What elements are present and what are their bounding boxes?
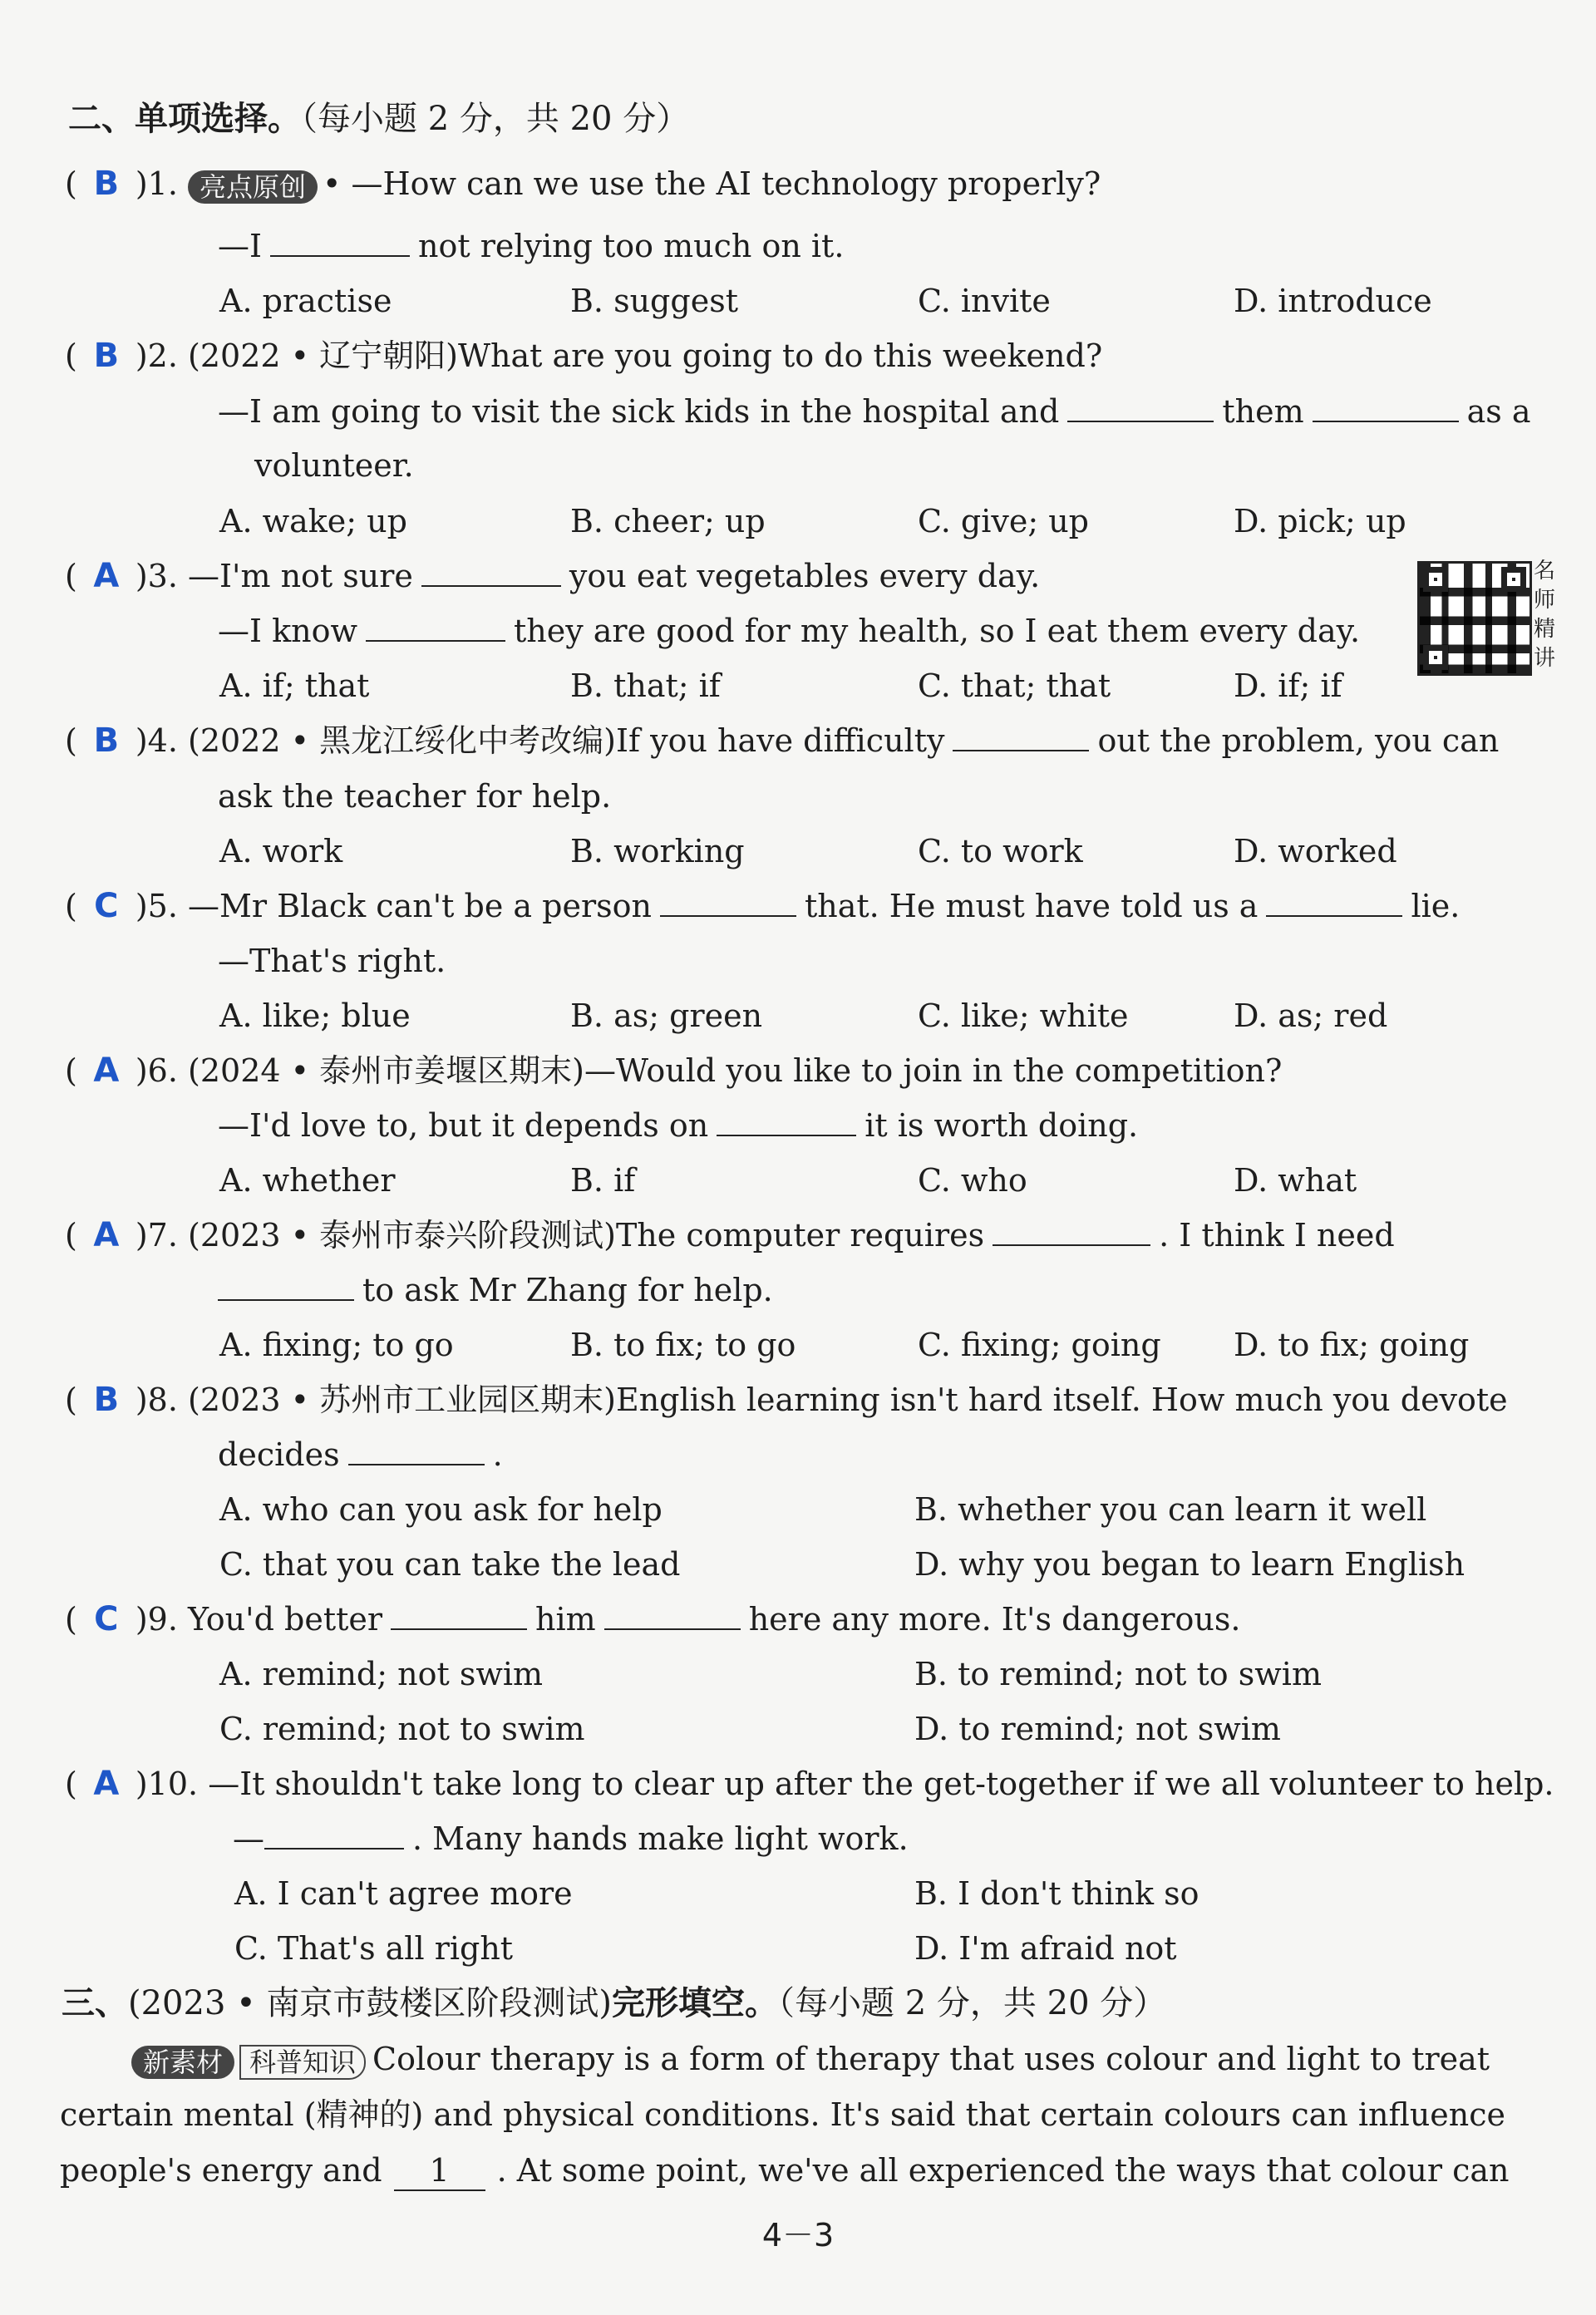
option-c: C. who [918,1162,1027,1199]
section-2-heading [68,98,689,140]
answer-blank [1313,392,1459,422]
answer-10: A [93,1765,120,1803]
option-a: A. like; blue [219,997,411,1034]
qr-label: 名师精讲 [1533,559,1555,671]
question-3: ( A )3. —I'm not sure you eat vegetables every day. [65,557,1041,595]
question-number: 3. [147,558,178,594]
answer-1: B [93,165,120,203]
question-text: —I am going to visit the sick kids in the hospital and [218,393,1060,430]
option-c: C. that you can take the lead [219,1546,681,1583]
question-text: it is worth doing. [864,1107,1139,1144]
option-c: C. remind; not to swim [219,1711,585,1747]
question-5: ( C )5. —Mr Black can't be a person that. He must have told us a lie. [65,887,1461,925]
option-b: B. suggest [570,283,738,319]
question-source: (2022 • 黑龙江绥化中考改编) [188,722,616,759]
option-a: A. who can you ask for help [219,1491,663,1528]
question-source: (2024 • 泰州市姜堰区期末) [188,1052,584,1089]
question-text: What are you going to do this weekend? [457,337,1103,374]
page-number: 4－3 [761,2217,835,2253]
answer-blank [660,887,796,917]
option-c: C. invite [918,283,1051,319]
option-d: D. to fix; going [1234,1327,1470,1363]
option-a: A. I can't agree more [234,1875,573,1912]
answer-blank [953,722,1089,751]
answer-5: C [94,887,119,925]
question-text: to ask Mr Zhang for help. [362,1272,773,1308]
question-2: ( B )2. (2022 • 辽宁朝阳)What are you going to do this weekend? [65,337,1103,375]
question-number: 9. [147,1601,178,1638]
option-a: A. wake; up [219,503,407,539]
question-text: —How can we use the AI technology properly? [351,165,1101,202]
question-text: — [233,1820,264,1857]
question-text: here any more. It's dangerous. [748,1601,1241,1638]
answer-blank [1266,887,1402,917]
option-a: A. work [219,833,343,869]
option-d: D. worked [1234,833,1397,869]
option-a: A. fixing; to go [219,1327,454,1363]
question-5-line2: —That's right. [218,943,446,979]
question-source: (2022 • 辽宁朝阳) [188,337,458,374]
question-8: ( B )8. (2023 • 苏州市工业园区期末)English learning isn't hard itself. How much you devote [65,1381,1508,1419]
passage-line-3 [60,2151,1510,2191]
option-b: B. that; if [570,667,721,704]
question-source: (2023 • 苏州市工业园区期末) [188,1382,616,1418]
question-10: ( A )10. —It shouldn't take long to clear up after the get-together if we all volunteer to help. [65,1765,1554,1803]
question-text: If you have difficulty [615,722,945,759]
question-10-line2 [233,1820,909,1858]
question-text: not relying too much on it. [418,228,845,264]
option-c: C. to work [918,833,1083,869]
question-text: —I'm not sure [188,558,413,594]
question-7: ( A )7. (2023 • 泰州市泰兴阶段测试)The computer requires . I think I need [65,1216,1395,1254]
question-8-line2 [218,1436,503,1474]
question-number: 5. [147,888,178,924]
question-text: . Many hands make light work. [412,1820,909,1857]
question-9: ( C )9. You'd better him here any more. It's dangerous. [65,1600,1241,1638]
passage-line-1 [131,2040,1490,2080]
option-d: D. to remind; not swim [914,1711,1281,1747]
question-6-line2 [218,1106,1138,1145]
answer-blank [218,1271,354,1301]
qr-code-icon[interactable] [1417,561,1532,676]
option-d: D. introduce [1234,283,1432,319]
question-text: them [1222,393,1304,430]
question-text: they are good for my health, so I eat them every day. [514,613,1361,649]
section-2-score: （每小题 2 分，共 20 分） [301,100,690,138]
answer-blank [1067,392,1214,422]
question-text: English learning isn't hard itself. How much you devote [615,1382,1508,1418]
question-text: —I'd love to, but it depends on [218,1107,709,1144]
question-text: . [492,1436,503,1473]
option-a: A. whether [219,1162,396,1199]
passage-text: . At some point, we've all experienced the ways that colour can [496,2152,1510,2189]
option-b: B. to remind; not to swim [914,1656,1322,1692]
question-text: decides [218,1436,340,1473]
qr-finder [1423,645,1448,670]
question-number: 8. [147,1382,178,1418]
answer-blank [391,1600,527,1630]
question-1-line2 [218,227,844,265]
option-c: C. fixing; going [918,1327,1161,1363]
option-c: C. give; up [918,503,1089,539]
answer-9: C [94,1600,119,1638]
question-3-line2 [218,612,1360,650]
passage-line-2: certain mental (精神的) and physical conditions. It's said that certain colours can influence [60,2096,1506,2133]
question-number: 6. [147,1052,178,1089]
option-b: B. to fix; to go [570,1327,796,1363]
question-number: 4. [147,722,178,759]
answer-blank [270,227,410,257]
option-b: B. working [570,833,745,869]
question-6: ( A )6. (2024 • 泰州市姜堰区期末)—Would you like to join in the competition? [65,1052,1283,1090]
question-text: —Would you like to join in the competition? [584,1052,1283,1089]
answer-blank [421,557,561,587]
answer-6: A [93,1052,120,1090]
option-c: C. like; white [918,997,1129,1034]
answer-blank [264,1820,404,1850]
answer-blank [604,1600,741,1630]
science-tag: 科普知识 [239,2045,366,2080]
option-d: D. why you began to learn English [914,1546,1465,1583]
option-b: B. I don't think so [914,1875,1199,1912]
qr-finder [1423,567,1448,592]
option-a: A. remind; not swim [219,1656,544,1692]
option-d: D. pick; up [1234,503,1406,539]
section-3-title: 完形填空。 [612,1983,779,2022]
question-1: ( B )1. 亮点原创 • —How can we use the AI technology properly? [65,165,1101,203]
question-text: as a [1466,393,1531,430]
question-number: 7. [147,1217,178,1254]
option-d: D. I'm afraid not [914,1930,1177,1967]
question-4-line2: ask the teacher for help. [218,778,612,815]
question-4: ( B )4. (2022 • 黑龙江绥化中考改编)If you have difficulty out the problem, you can [65,722,1500,760]
question-text: that. He must have told us a [804,888,1259,924]
question-text: lie. [1411,888,1461,924]
answer-7: A [93,1216,120,1254]
qr-finder [1501,567,1526,592]
question-text: you eat vegetables every day. [569,558,1041,594]
answer-2: B [93,337,120,375]
option-c: C. That's all right [234,1930,514,1967]
option-a: A. if; that [219,667,370,704]
option-c: C. that; that [918,667,1111,704]
answer-4: B [93,722,120,760]
question-text: —I [218,228,263,264]
option-b: B. if [570,1162,636,1199]
option-a: A. practise [219,283,392,319]
question-source: (2023 • 泰州市泰兴阶段测试) [188,1217,616,1254]
question-number: 2. [147,337,178,374]
question-text: . I think I need [1159,1217,1395,1254]
option-b: B. whether you can learn it well [914,1491,1427,1528]
new-material-tag: 新素材 [131,2046,234,2079]
question-text: —I know [218,613,357,649]
question-text: —It shouldn't take long to clear up after the get-together if we all volunteer to help. [208,1766,1554,1802]
question-number: 10. [147,1766,199,1802]
answer-blank [366,612,505,642]
option-b: B. cheer; up [570,503,766,539]
answer-3: A [93,557,120,595]
question-2-line3: volunteer. [254,447,414,484]
cloze-blank-1: 1 [394,2151,485,2191]
answer-8: B [93,1381,120,1419]
original-tag: 亮点原创 [188,170,318,204]
question-2-line2 [218,392,1531,431]
section-3-source: (2023 • 南京市鼓楼区阶段测试) [128,1984,613,2022]
answer-blank [348,1436,485,1465]
passage-text: people's energy and [60,2152,382,2189]
question-text: You'd better [188,1601,383,1638]
section-3-number: 三、 [62,1983,128,2022]
option-d: D. if; if [1234,667,1342,704]
question-7-line2 [218,1271,773,1309]
answer-blank [993,1216,1150,1246]
question-number: 1. [147,165,178,202]
question-text: him [535,1601,596,1638]
section-2-title: 二、单项选择。 [68,99,301,138]
question-text: out the problem, you can [1097,722,1500,759]
option-d: D. what [1234,1162,1357,1199]
question-text: —Mr Black can't be a person [188,888,652,924]
question-text: The computer requires [615,1217,985,1254]
option-d: D. as; red [1234,997,1388,1034]
answer-blank [717,1106,856,1136]
option-b: B. as; green [570,997,763,1034]
section-3-heading [62,1983,1166,2024]
section-3-score: （每小题 2 分，共 20 分） [778,1984,1167,2022]
passage-text: Colour therapy is a form of therapy that uses colour and light to treat [372,2041,1490,2077]
